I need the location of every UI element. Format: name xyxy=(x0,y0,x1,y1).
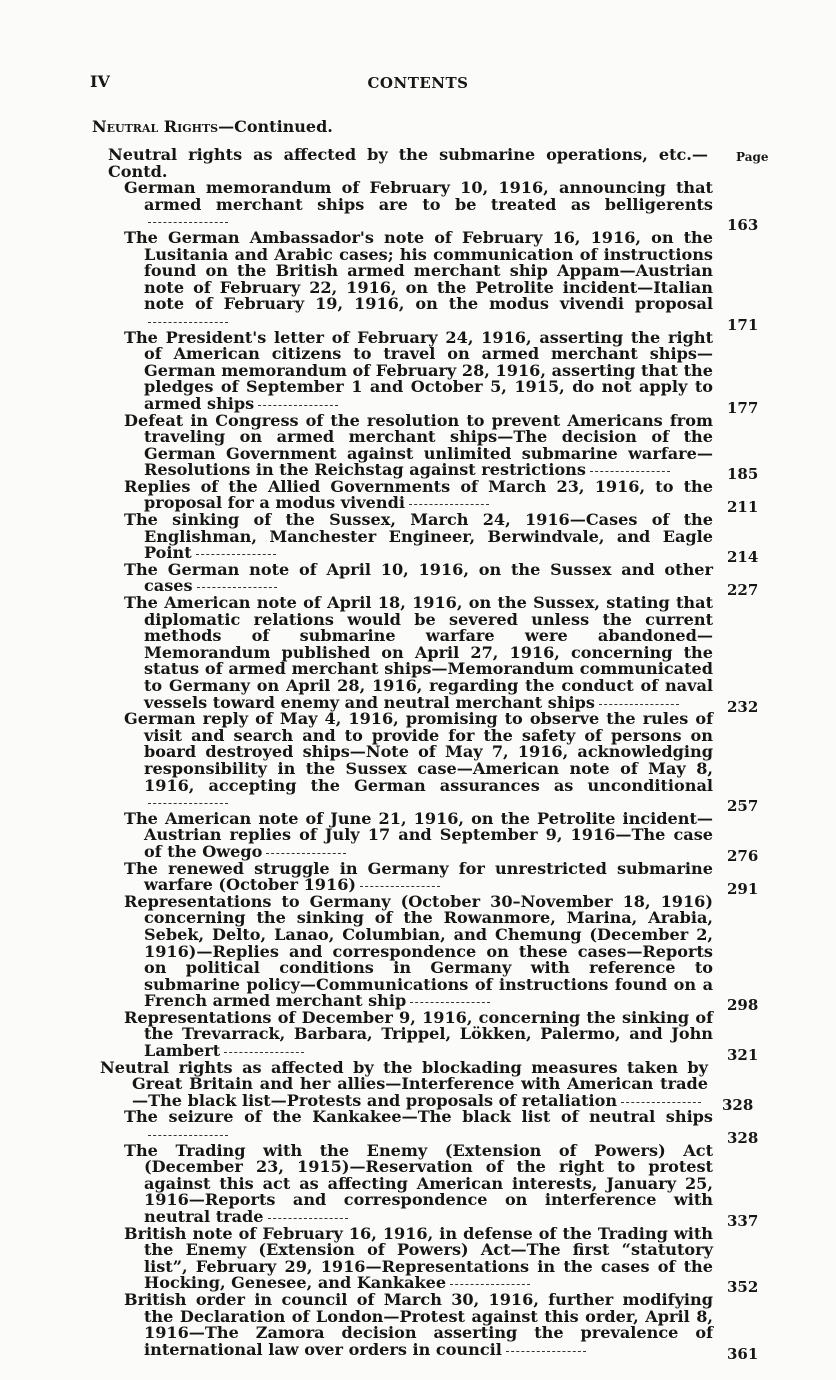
section-label: Neutral Rights xyxy=(92,117,219,136)
entry-title: German memorandum of February 10, 1916, announcing that armed merchant ships are to be treated as belligerents xyxy=(124,180,713,230)
page-title: CONTENTS xyxy=(367,74,469,92)
entry-page: 328 xyxy=(727,1129,759,1148)
entry-page: 177 xyxy=(727,398,759,417)
contents-entry xyxy=(124,410,759,484)
dot-leader xyxy=(450,1284,530,1285)
section-suffix: —Continued. xyxy=(218,117,333,136)
entry-title: The German Ambassador's note of February 16, 1916, on the Lusitania and Arabic cases; his communication of instructions found on the British armed merchant ship Appam—Austrian note of February 22, 1916, on the Petrolite incident—Italian note of February 19, 1916, on the modus vivendi proposal xyxy=(124,230,713,330)
dot-leader xyxy=(196,554,276,555)
contents-entry xyxy=(124,559,759,600)
entry-title: Defeat in Congress of the resolution to prevent Americans from traveling on armed merchant ships—The decision of the German Government against unlimited submarine warfare—Resolutions in the Reichstag against restrictions xyxy=(124,410,713,480)
contents-entry xyxy=(108,147,708,180)
contents-entry xyxy=(124,227,759,334)
entry-page: 163 xyxy=(727,216,759,235)
entry-page: 321 xyxy=(727,1046,759,1065)
entry-page: 257 xyxy=(727,797,759,816)
dot-leader xyxy=(266,853,346,854)
contents-entry xyxy=(124,709,759,816)
contents-entry xyxy=(124,1223,759,1297)
page-number: IV xyxy=(90,72,110,91)
dot-leader xyxy=(360,886,440,887)
dot-leader xyxy=(224,1052,304,1053)
contents-entry xyxy=(124,1140,759,1230)
dot-leader xyxy=(258,405,338,406)
contents-entry xyxy=(124,858,759,899)
dot-leader xyxy=(409,504,489,505)
entry-page: 328 xyxy=(722,1095,754,1114)
entry-title: The German note of April 10, 1916, on the Sussex and other cases xyxy=(124,559,713,596)
contents-entry xyxy=(124,891,759,1015)
entry-page: 298 xyxy=(727,996,759,1015)
entry-title: The Trading with the Enemy (Extension of Powers) Act (December 23, 1915)—Reservation of the right to protest against this act as affecting American interests, January 25, 1916—Reports and correspondence on interference with neutral trade xyxy=(124,1140,713,1226)
entry-title: The renewed struggle in Germany for unrestricted submarine warfare (October 1916) xyxy=(124,858,713,895)
dot-leader xyxy=(599,704,679,705)
entry-title: Representations of December 9, 1916, concerning the sinking of the Trevarrack, Barbara, Trippel, Lökken, Palermo, and John Lambert xyxy=(124,1007,713,1061)
entry-title: Neutral rights as affected by the blockading measures taken by Great Britain and her allies—Interference with American trade—The black list—Protests and proposals of retaliation xyxy=(100,1057,708,1110)
contents-entry xyxy=(124,593,759,716)
contents-entry xyxy=(124,476,759,517)
dot-leader xyxy=(410,1002,490,1003)
dot-leader xyxy=(148,222,228,223)
entry-page: 214 xyxy=(727,548,759,567)
entry-page: 337 xyxy=(727,1212,759,1230)
contents-entry xyxy=(124,327,759,417)
entry-title: The sinking of the Sussex, March 24, 1916—Cases of the Englishman, Manchester Engineer, Berwindvale, and Eagle Point xyxy=(124,510,713,563)
entry-page: 185 xyxy=(727,465,759,484)
entry-title: Representations to Germany (October 30–November 18, 1916) concerning the sinking of the Rowanmore, Marina, Arabia, Sebek, Delto, Lanao, Columbian, and Chemung (December 2, 1916)—Replies and correspondence on these cases—Reports on political conditions in Germany with reference to submarine policy—Communications of instructions found on a French armed merchant ship xyxy=(124,891,713,1011)
entry-title: Neutral rights as affected by the submarine operations, etc.—Contd. xyxy=(108,145,708,181)
entry-title: The American note of April 18, 1916, on the Sussex, stating that diplomatic relations would be severed unless the current methods of submarine warfare were abandoned—Memorandum published on April 27, 1916, concerning the status of armed merchant ships—Memorandum communicated to Germany on April 28, 1916, regarding the conduct of naval vessels toward enemy and neutral merchant ships xyxy=(124,593,713,712)
contents-entry xyxy=(124,1289,759,1363)
dot-leader xyxy=(621,1102,701,1103)
entry-title: The President's letter of February 24, 1916, asserting the right of American citizens to travel on armed merchant ships—German memorandum of February 28, 1916, asserting that the pledges of September 1 and October 5, 1915, do not apply to armed ships xyxy=(124,327,713,413)
contents-entry xyxy=(124,1107,759,1148)
entry-title: British note of February 16, 1916, in defense of the Trading with the Enemy (Extension of Powers) Act—The first “statutory list”, February 29, 1916—Representations in the cases of the Hocking, Genesee, and Kankakee xyxy=(124,1223,713,1293)
dot-leader xyxy=(148,322,228,323)
entry-page: 227 xyxy=(727,581,759,600)
entry-title: British order in council of March 30, 1916, further modifying the Declaration of London—Protest against this order, April 8, 1916—The Zamora decision asserting the prevalence of international law over orders in council xyxy=(124,1289,713,1359)
entry-title: The American note of June 21, 1916, on the Petrolite incident—Austrian replies of July 17 and September 9, 1916—The case of the Owego xyxy=(124,808,713,861)
dot-leader xyxy=(148,803,228,804)
entry-page: 276 xyxy=(727,846,759,865)
page-column-label: Page xyxy=(736,150,769,164)
contents-entry xyxy=(124,1007,759,1065)
entry-title: German reply of May 4, 1916, promising to observe the rules of visit and search and to provide for the safety of persons on board destroyed ships—Note of May 7, 1916, acknowledging responsibility in the Sussex case—American note of May 8, 1916, accepting the German assurances as unconditional xyxy=(124,711,713,811)
entry-page: 352 xyxy=(727,1278,759,1297)
contents-entry xyxy=(124,510,759,567)
dot-leader xyxy=(268,1218,348,1219)
dot-leader xyxy=(148,1135,228,1136)
contents-entry xyxy=(124,808,759,865)
contents-list xyxy=(0,145,836,1363)
entry-page: 171 xyxy=(727,315,759,334)
contents-entry xyxy=(100,1057,754,1114)
entry-title: The seizure of the Kankakee—The black list of neutral ships xyxy=(124,1109,713,1142)
dot-leader xyxy=(590,471,670,472)
entry-page: 232 xyxy=(727,697,759,716)
dot-leader xyxy=(506,1351,586,1352)
entry-title: Replies of the Allied Governments of March 23, 1916, to the proposal for a modus vivendi xyxy=(124,476,713,513)
section-heading xyxy=(92,117,333,136)
contents-entry xyxy=(124,178,759,235)
entry-page: 211 xyxy=(727,498,759,517)
dot-leader xyxy=(197,587,277,588)
entry-page: 361 xyxy=(727,1344,759,1363)
entry-page: 291 xyxy=(727,880,759,899)
